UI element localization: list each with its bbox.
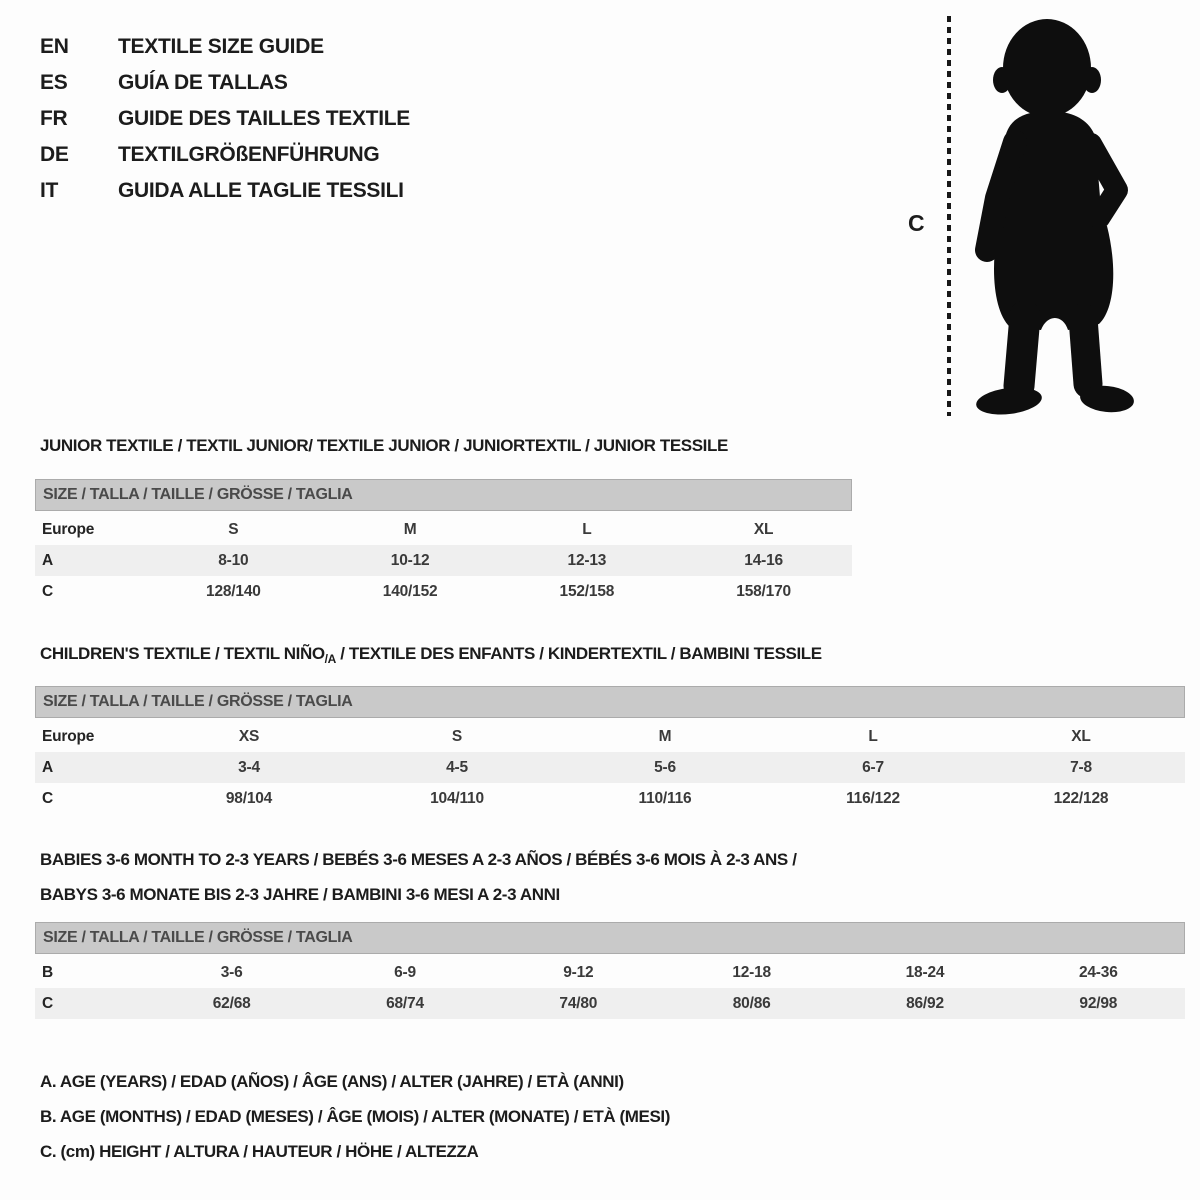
- size-cell: XL: [1071, 727, 1091, 745]
- language-code: EN: [40, 35, 69, 58]
- table-row-height: [35, 576, 852, 607]
- months-cell: 9-12: [563, 963, 594, 981]
- height-cell: 104/110: [430, 789, 484, 807]
- language-code: DE: [40, 143, 69, 166]
- legend-line-b: B. AGE (MONTHS) / EDAD (MESES) / ÂGE (MOIS) / ALTER (MONATE) / ETÀ (MESI): [40, 1107, 670, 1126]
- height-cell: 74/80: [559, 994, 598, 1012]
- size-cell: XS: [238, 727, 260, 745]
- children-title-sub: /A: [324, 652, 336, 666]
- language-code: ES: [40, 71, 68, 94]
- height-cell: 128/140: [206, 582, 261, 600]
- language-title: TEXTILE SIZE GUIDE: [118, 35, 324, 58]
- age-cell: 6-7: [862, 758, 884, 776]
- row-label: C: [42, 582, 53, 600]
- row-label: A: [42, 758, 53, 776]
- language-title: GUÍA DE TALLAS: [118, 71, 288, 94]
- legend-line-a: A. AGE (YEARS) / EDAD (AÑOS) / ÂGE (ANS) / ALTER (JAHRE) / ETÀ (ANNI): [40, 1072, 624, 1091]
- age-cell: 10-12: [390, 551, 430, 569]
- children-title-rest: / TEXTILE DES ENFANTS / KINDERTEXTIL / BAMBINI TESSILE: [335, 644, 822, 663]
- measure-legend: [40, 1064, 670, 1169]
- language-title: GUIDA ALLE TAGLIE TESSILI: [118, 179, 404, 202]
- months-cell: 24-36: [1078, 963, 1118, 981]
- language-row-fr: [40, 101, 410, 137]
- language-row-de: [40, 137, 410, 173]
- toddler-silhouette-icon: [971, 18, 1137, 418]
- age-cell: 4-5: [446, 758, 468, 776]
- language-title-list: [40, 29, 410, 209]
- height-cell: 68/74: [386, 994, 424, 1012]
- row-label: C: [42, 994, 53, 1012]
- height-measure-dashed-line: [947, 16, 951, 416]
- age-cell: 5-6: [654, 758, 676, 776]
- height-cell: 158/170: [736, 582, 791, 600]
- language-title: GUIDE DES TAILLES TEXTILE: [118, 107, 410, 130]
- size-cell: L: [868, 727, 878, 745]
- children-size-table: [35, 686, 1185, 814]
- height-cell: 116/122: [846, 789, 900, 807]
- size-header-bar: SIZE / TALLA / TAILLE / GRÖSSE / TAGLIA: [35, 479, 852, 511]
- height-cell: 62/68: [212, 994, 251, 1012]
- size-cell: S: [228, 520, 239, 538]
- row-label: B: [42, 963, 53, 981]
- height-cell: 80/86: [732, 994, 771, 1012]
- children-section-title: [40, 644, 822, 666]
- months-cell: 6-9: [394, 963, 416, 981]
- row-label: Europe: [42, 520, 95, 538]
- height-cell: 110/116: [638, 789, 692, 807]
- age-cell: 14-16: [744, 551, 783, 569]
- height-cell: 86/92: [906, 994, 944, 1012]
- table-row-height: [35, 988, 1185, 1019]
- age-cell: 12-13: [567, 551, 607, 569]
- row-label: Europe: [42, 727, 95, 745]
- height-cell: 152/158: [559, 582, 615, 600]
- months-cell: 3-6: [220, 963, 243, 981]
- months-cell: 18-24: [905, 963, 945, 981]
- age-cell: 3-4: [238, 758, 260, 776]
- babies-title-line1: BABIES 3-6 MONTH TO 2-3 YEARS / BEBÉS 3-6 MESES A 2-3 AÑOS / BÉBÉS 3-6 MOIS À 2-3 ANS /: [40, 850, 797, 869]
- children-title-main: CHILDREN'S TEXTILE / TEXTIL NIÑO: [40, 644, 325, 663]
- legend-line-c: C. (cm) HEIGHT / ALTURA / HAUTEUR / HÖHE / ALTEZZA: [40, 1142, 479, 1161]
- junior-size-table: [35, 479, 852, 607]
- age-cell: 8-10: [218, 551, 249, 569]
- size-cell: M: [658, 727, 672, 745]
- table-row-europe: [35, 514, 852, 545]
- language-code: IT: [40, 179, 59, 202]
- language-code: FR: [40, 107, 68, 130]
- height-measure-label: C: [908, 210, 925, 236]
- junior-section-title: JUNIOR TEXTILE / TEXTIL JUNIOR/ TEXTILE JUNIOR / JUNIORTEXTIL / JUNIOR TESSILE: [40, 436, 728, 455]
- size-cell: XL: [753, 520, 774, 538]
- size-cell: S: [451, 727, 463, 745]
- table-row-age: [35, 752, 1185, 783]
- months-cell: 12-18: [732, 963, 771, 981]
- language-title: TEXTILGRÖßENFÜHRUNG: [118, 143, 380, 166]
- height-cell: 92/98: [1079, 994, 1118, 1012]
- babies-title-line2: BABYS 3-6 MONATE BIS 2-3 JAHRE / BAMBINI 3-6 MESI A 2-3 ANNI: [40, 885, 560, 904]
- language-row-it: [40, 173, 410, 209]
- row-label: C: [42, 789, 53, 807]
- size-cell: M: [403, 520, 417, 538]
- babies-section-title: [40, 842, 797, 912]
- table-row-months: [35, 957, 1185, 988]
- row-label: A: [42, 551, 53, 569]
- table-row-europe: [35, 721, 1185, 752]
- table-row-age: [35, 545, 852, 576]
- height-cell: 122/128: [1053, 789, 1109, 807]
- height-cell: 140/152: [382, 582, 438, 600]
- size-header-bar: SIZE / TALLA / TAILLE / GRÖSSE / TAGLIA: [35, 686, 1185, 718]
- age-cell: 7-8: [1070, 758, 1092, 776]
- babies-size-table: [35, 922, 1185, 1019]
- height-cell: 98/104: [225, 789, 273, 807]
- table-row-height: [35, 783, 1185, 814]
- size-cell: L: [582, 520, 592, 538]
- language-row-es: [40, 65, 410, 101]
- size-header-bar: SIZE / TALLA / TAILLE / GRÖSSE / TAGLIA: [35, 922, 1185, 954]
- language-row-en: [40, 29, 410, 65]
